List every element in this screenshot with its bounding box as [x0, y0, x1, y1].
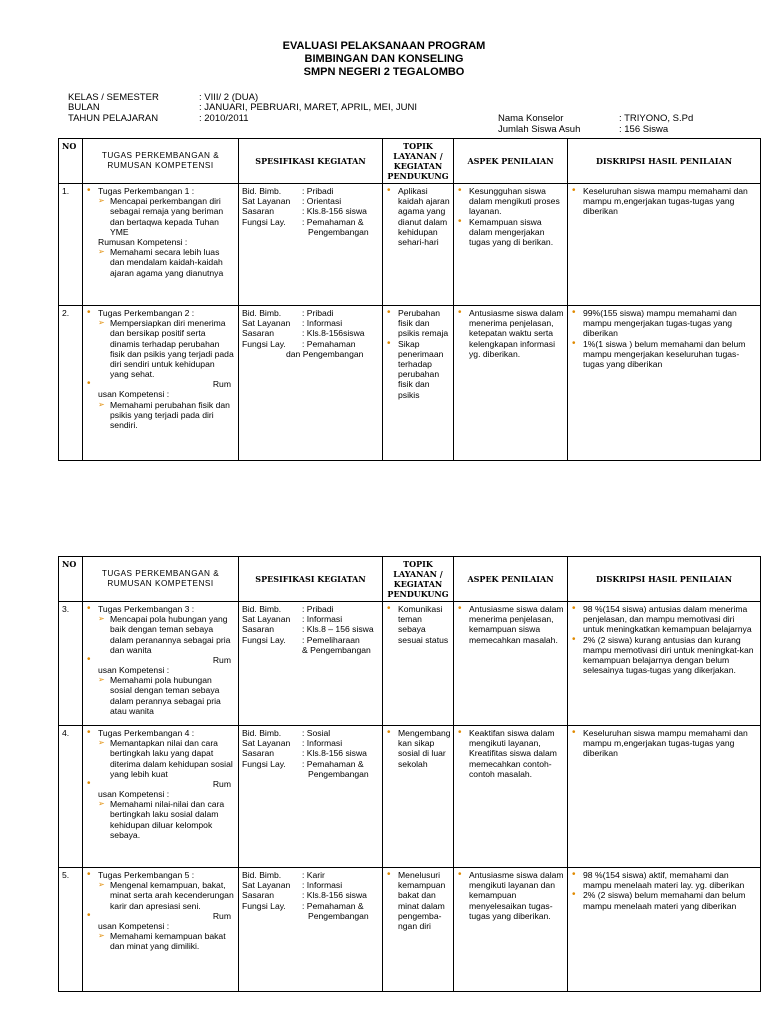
sasaran-value: : Kls.8 – 156 siswa — [302, 624, 374, 635]
evaluation-table-1 — [58, 138, 761, 461]
topik-item: • Menelusuri kemampuan bakat dan minat dalam pengemba-ngan diri — [386, 870, 450, 931]
tugas-cell — [83, 306, 239, 461]
evaluation-table-2 — [58, 556, 761, 992]
col-spesifikasi: SPESIFIKASI KEGIATAN — [239, 139, 383, 184]
tugas-cell — [83, 726, 239, 868]
tugas-cell — [83, 184, 239, 306]
diskripsi-cell — [568, 868, 761, 992]
fungsi-label: Fungsi Lay. — [242, 900, 286, 911]
tugas-title: • Tugas Perkembangan 4 : — [86, 728, 235, 738]
bullet-dot — [86, 779, 235, 789]
diskripsi-cell — [568, 184, 761, 306]
tahun-label: TAHUN PELAJARAN — [68, 113, 159, 124]
sasaran-value: : Kls.8-156 siswa — [302, 206, 367, 217]
bulan-value: : JANUARI, PEBRUARI, MARET, APRIL, MEI, JUNI — [199, 102, 418, 113]
topik-cell — [383, 184, 454, 306]
sasaran-label: Sasaran — [242, 748, 275, 759]
sasaran-label: Sasaran — [242, 624, 275, 635]
col-diskripsi: DISKRIPSI HASIL PENILAIAN — [568, 139, 761, 184]
topik-item: • Komunikasi teman sebaya sesuai status — [386, 604, 450, 645]
spesifikasi-cell — [239, 306, 383, 461]
bullet-dot — [86, 655, 235, 665]
tugas-title: • Tugas Perkembangan 5 : — [86, 870, 235, 880]
diskripsi-cell — [568, 726, 761, 868]
table-row — [59, 726, 761, 868]
row-number: 1. — [59, 184, 83, 306]
bullet-dot — [86, 911, 235, 921]
diskripsi-item: • 2% (2 siswa) belum memahami dan belum mampu menelaah materi yang diberikan — [571, 890, 757, 910]
rumusan-label-start: • Rum — [212, 779, 231, 790]
spesifikasi-cell — [239, 184, 383, 306]
konselor-value: : TRIYONO, S.Pd — [619, 113, 694, 124]
fungsi-label: Fungsi Lay. — [242, 216, 286, 227]
aspek-item: • Kesungguhan siswa dalam mengikuti proses layanan. — [457, 186, 564, 217]
sasaran-value: : Kls.8-156siswa — [302, 328, 365, 339]
tugas-title: • Tugas Perkembangan 3 : — [86, 604, 235, 614]
sat-value: : Orientasi — [302, 196, 342, 207]
col-tugas: TUGAS PERKEMBANGAN & RUMUSAN KOMPETENSI — [83, 139, 239, 184]
tugas-item: ➢ Mengenal kemampuan, bakat, minat serta arah kecenderungan karir dan apresiasi seni. — [86, 880, 235, 911]
tugas-title: • Tugas Perkembangan 1 : — [86, 186, 235, 196]
document-title — [0, 40, 768, 79]
tugas-title: • Tugas Perkembangan 2 : — [86, 308, 235, 318]
aspek-item: • Kemampuan siswa dalam mengerjakan tugas yang di berikan. — [457, 217, 564, 248]
tugas-cell — [83, 868, 239, 992]
fungsi-value-2: Pengembangan — [308, 768, 369, 779]
diskripsi-item: • Keseluruhan siswa mampu memahami dan mampu m,engerjakan tugas-tugas yang diberikan — [571, 728, 757, 759]
diskripsi-cell — [568, 602, 761, 726]
kompetensi-item: ➢ Memahami secara lebih luas dan mendalam kaidah-kaidah ajaran agama yang dianutnya — [86, 247, 235, 278]
table-row — [59, 868, 761, 992]
col-no: NO — [59, 557, 83, 602]
topik-cell — [383, 726, 454, 868]
diskripsi-item: • 98 %(154 siswa) antusias dalam menerima penjelasan, dan mampu memotivasi diri untuk meningkatkan kemampuan belajarnya — [571, 604, 757, 635]
aspek-cell — [454, 184, 568, 306]
aspek-cell — [454, 602, 568, 726]
jumlah-value: : 156 Siswa — [619, 124, 669, 135]
col-diskripsi: DISKRIPSI HASIL PENILAIAN — [568, 557, 761, 602]
fungsi-value: : Pemahaman & — [302, 900, 364, 911]
fungsi-label: Fungsi Lay. — [242, 338, 286, 349]
rumusan-label: Rumusan Kompetensi : — [98, 237, 188, 248]
kompetensi-item: ➢ Memahami perubahan fisik dan psikis yang terjadi pada diri sendiri. — [86, 400, 235, 431]
bid-label: Bid. Bimb. — [242, 308, 282, 318]
bid-value: : Karir — [302, 870, 325, 880]
fungsi-value-2: Pengembangan — [308, 226, 369, 237]
topik-item: • Perubahan fisik dan psikis remaja — [386, 308, 450, 339]
table-row — [59, 306, 761, 461]
topik-cell — [383, 602, 454, 726]
row-number: 5. — [59, 868, 83, 992]
aspek-item: • Antusiasme siswa dalam menerima penjelasan, kemampuan siswa memecahkan masalah. — [457, 604, 564, 645]
spesifikasi-cell — [239, 868, 383, 992]
bid-label: Bid. Bimb. — [242, 870, 282, 880]
tugas-item: ➢ Memantapkan nilai dan cara bertingkah laku yang dapat diterima dalam kehidupan sosial yang lebih kuat — [86, 738, 235, 779]
fungsi-value: : Pemahaman & — [302, 758, 364, 769]
fungsi-value: : Pemahaman & — [302, 216, 364, 227]
konselor-label: Nama Konselor — [498, 113, 564, 124]
topik-item: • Mengembang kan sikap sosial di luar sekolah — [386, 728, 450, 769]
col-aspek: ASPEK PENILAIAN — [454, 139, 568, 184]
row-number: 3. — [59, 602, 83, 726]
aspek-cell — [454, 726, 568, 868]
aspek-cell — [454, 306, 568, 461]
topik-cell — [383, 868, 454, 992]
sat-label: Sat Layanan — [242, 738, 291, 749]
title-line-2: BIMBINGAN DAN KONSELING — [304, 53, 464, 65]
bid-value: : Pribadi — [302, 186, 334, 196]
aspek-item: • Antusiasme siswa dalam menerima penjelasan, ketepatan waktu serta kelengkapan informasi yg. diberikan. — [457, 308, 564, 359]
sasaran-value: : Kls.8-156 siswa — [302, 890, 367, 901]
bid-value: : Sosial — [302, 728, 331, 738]
sasaran-label: Sasaran — [242, 890, 275, 901]
diskripsi-item: • 1%(1 siswa ) belum memahami dan belum mampu mengerjakan keseluruhan tugas-tugas yang diberikan — [571, 339, 757, 370]
rumusan-label-rest: usan Kompetensi : — [98, 789, 170, 800]
fungsi-value-2: & Pengembangan — [302, 644, 371, 655]
bid-value: : Pribadi — [302, 308, 334, 318]
bid-value: : Pribadi — [302, 604, 334, 614]
sat-value: : Informasi — [302, 738, 343, 749]
bullet-dot — [86, 379, 235, 389]
col-topik: TOPIK LAYANAN / KEGIATAN PENDUKUNG — [383, 139, 454, 184]
sat-label: Sat Layanan — [242, 614, 291, 625]
topik-cell — [383, 306, 454, 461]
sat-value: : Informasi — [302, 318, 343, 329]
topik-item: • Aplikasi kaidah ajaran agama yang dianut dalam kehidupan sehari-hari — [386, 186, 450, 247]
table-header-row — [59, 139, 761, 184]
row-number: 4. — [59, 726, 83, 868]
table-header-row — [59, 557, 761, 602]
aspek-item: • Keaktifan siswa dalam mengikuti layanan, Kreatifitas siswa dalam memecahkan contoh-contoh masalah. — [457, 728, 564, 779]
sat-value: : Informasi — [302, 614, 343, 625]
sasaran-label: Sasaran — [242, 328, 275, 339]
sat-label: Sat Layanan — [242, 880, 291, 891]
diskripsi-item: • Keseluruhan siswa mampu memahami dan mampu m,engerjakan tugas-tugas yang diberikan — [571, 186, 757, 217]
table-row — [59, 602, 761, 726]
sasaran-value: : Kls.8-156 siswa — [302, 748, 367, 759]
jumlah-label: Jumlah Siswa Asuh — [498, 124, 581, 135]
sat-value: : Informasi — [302, 880, 343, 891]
aspek-cell — [454, 868, 568, 992]
sat-label: Sat Layanan — [242, 318, 291, 329]
aspek-item: • Antusiasme siswa dalam mengikuti layanan dan kemampuan menyelesaikan tugas-tugas yang diberikan. — [457, 870, 564, 921]
bid-label: Bid. Bimb. — [242, 186, 282, 196]
rumusan-label-start: • Rum — [212, 655, 231, 666]
tahun-value: : 2010/2011 — [199, 113, 249, 124]
fungsi-label: Fungsi Lay. — [242, 758, 286, 769]
rumusan-label-start: • Rum — [212, 379, 231, 390]
col-spesifikasi: SPESIFIKASI KEGIATAN — [239, 557, 383, 602]
fungsi-value-2: dan Pengembangan — [286, 348, 364, 359]
title-line-3: SMPN NEGERI 2 TEGALOMBO — [303, 66, 465, 78]
sasaran-label: Sasaran — [242, 206, 275, 217]
fungsi-value: : Pemeliharaan — [302, 634, 360, 645]
meta-info — [68, 92, 768, 135]
tugas-item: ➢ Mempersiapkan diri menerima dan bersikap positif serta dinamis terhadap perubahan fisik dan psikis yang terjadi pada diri sendiri untuk kehidupan yang sehat. — [86, 318, 235, 379]
spesifikasi-cell — [239, 726, 383, 868]
topik-item: • Sikap penerimaan terhadap perubahan fisik dan psikis — [386, 339, 450, 400]
diskripsi-item: • 99%(155 siswa) mampu memahami dan mampu mengerjakan tugas-tugas yang diberikan — [571, 308, 757, 339]
tugas-item: ➢ Mencapai pola hubungan yang baik dengan teman sebaya dalam peranannya sebagai pria dan wanita — [86, 614, 235, 655]
diskripsi-item: • 98 %(154 siswa) aktif, memahami dan mampu menelaah materi lay. yg. diberikan — [571, 870, 757, 890]
rumusan-label-rest: usan Kompetensi : — [98, 389, 170, 400]
spesifikasi-cell — [239, 602, 383, 726]
rumusan-label-rest: usan Kompetensi : — [98, 665, 170, 676]
col-topik: TOPIK LAYANAN / KEGIATAN PENDUKUNG — [383, 557, 454, 602]
kelas-value: : VIII/ 2 (DUA) — [199, 92, 259, 103]
fungsi-value-2: Pengembangan — [308, 910, 369, 921]
rumusan-label-start: • Rum — [212, 910, 231, 921]
tugas-cell — [83, 602, 239, 726]
fungsi-label: Fungsi Lay. — [242, 634, 286, 645]
col-no: NO — [59, 139, 83, 184]
kompetensi-item: ➢ Memahami nilai-nilai dan cara bertingkah laku sosial dalam kehidupan diluar kelompok sebaya. — [86, 799, 235, 840]
bid-label: Bid. Bimb. — [242, 728, 282, 738]
table-row — [59, 184, 761, 306]
diskripsi-item: • 2% (2 siswa) kurang antusias dan kurang mampu memotivasi diri untuk meningkat-kan kemampuan belajarnya dengan belum selesainya tugas-tugas yang dikerjakan. — [571, 635, 757, 676]
bid-label: Bid. Bimb. — [242, 604, 282, 614]
col-aspek: ASPEK PENILAIAN — [454, 557, 568, 602]
kompetensi-item: ➢ Memahami kemampuan bakat dan minat yang dimiliki. — [86, 931, 235, 951]
kelas-label: KELAS / SEMESTER — [68, 92, 159, 103]
sat-label: Sat Layanan — [242, 196, 291, 207]
bulan-label: BULAN — [68, 102, 100, 113]
rumusan-label-rest: usan Kompetensi : — [98, 920, 170, 931]
fungsi-value: : Pemahaman — [302, 338, 356, 349]
kompetensi-item: ➢ Memahami pola hubungan sosial dengan teman sebaya dalam perannya sebagai pria atau wanita — [86, 675, 235, 716]
col-tugas: TUGAS PERKEMBANGAN & RUMUSAN KOMPETENSI — [83, 557, 239, 602]
tugas-item: ➢ Mencapai perkembangan diri sebagai remaja yang beriman dan bertaqwa kepada Tuhan YME — [86, 196, 235, 237]
title-line-1: EVALUASI PELAKSANAAN PROGRAM — [282, 40, 486, 52]
diskripsi-cell — [568, 306, 761, 461]
row-number: 2. — [59, 306, 83, 461]
